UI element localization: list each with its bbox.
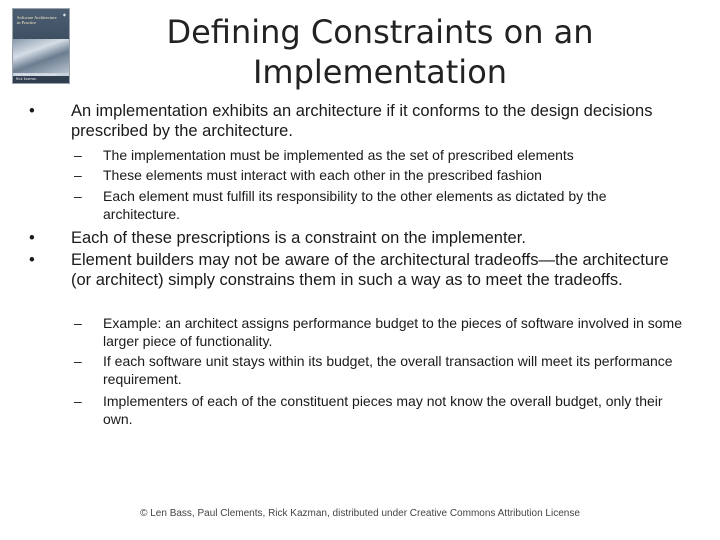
sub-bullet-1-2 bbox=[74, 166, 683, 184]
bullet-text: Each of these prescriptions is a constraint on the implementer. bbox=[71, 229, 526, 247]
sub-bullet-3-1 bbox=[74, 314, 683, 350]
sub-bullet-dash: – bbox=[74, 147, 82, 163]
sub-bullet-dash: – bbox=[74, 393, 82, 409]
bullet-1 bbox=[29, 101, 681, 141]
sub-bullet-dash: – bbox=[74, 315, 82, 331]
sub-bullet-text: Each element must fulfill its responsibility to the other elements as dictated by the architecture. bbox=[103, 188, 607, 222]
sub-bullet-1-3 bbox=[74, 187, 683, 223]
sub-bullet-text: If each software unit stays within its budget, the overall transaction will meet its performance requirement. bbox=[103, 353, 673, 387]
bullet-dot: • bbox=[29, 102, 35, 120]
book-cover-corner-mark: ◆ bbox=[62, 12, 66, 17]
sub-bullet-3-3 bbox=[74, 392, 683, 428]
sub-bullet-3-2 bbox=[74, 352, 683, 388]
sub-bullet-dash: – bbox=[74, 353, 82, 369]
bullet-text: An implementation exhibits an architecture if it conforms to the design decisions prescribed by the architecture. bbox=[71, 102, 653, 140]
book-cover-photo bbox=[13, 39, 69, 73]
sub-bullet-text: The implementation must be implemented as the set of prescribed elements bbox=[103, 147, 574, 163]
sub-bullet-text: These elements must interact with each other in the prescribed fashion bbox=[103, 167, 542, 183]
book-cover-authors: Len Bass • Paul Clements • Rick Kazman bbox=[16, 73, 60, 81]
sub-bullet-text: Implementers of each of the constituent pieces may not know the overall budget, only their own. bbox=[103, 393, 663, 427]
bullet-dot: • bbox=[29, 229, 35, 247]
bullet-text: Element builders may not be aware of the architectural tradeoffs—the architecture (or architect) simply constrains them in such a way as to meet the tradeoffs. bbox=[71, 251, 669, 289]
sub-bullet-1-1 bbox=[74, 146, 683, 164]
sub-bullet-dash: – bbox=[74, 188, 82, 204]
bullet-2 bbox=[29, 228, 681, 248]
bullet-dot: • bbox=[29, 251, 35, 269]
copyright-footer: © Len Bass, Paul Clements, Rick Kazman, distributed under Creative Commons Attribution License bbox=[140, 508, 580, 519]
bullet-3 bbox=[29, 250, 681, 290]
sub-bullet-dash: – bbox=[74, 167, 82, 183]
sub-bullet-text: Example: an architect assigns performance budget to the pieces of software involved in some larger piece of functionality. bbox=[103, 315, 682, 349]
book-cover-image bbox=[12, 8, 70, 84]
book-cover-title: Software Architecture in Practice bbox=[17, 15, 57, 25]
slide-title: Defining Constraints on an Implementation bbox=[166, 13, 594, 91]
